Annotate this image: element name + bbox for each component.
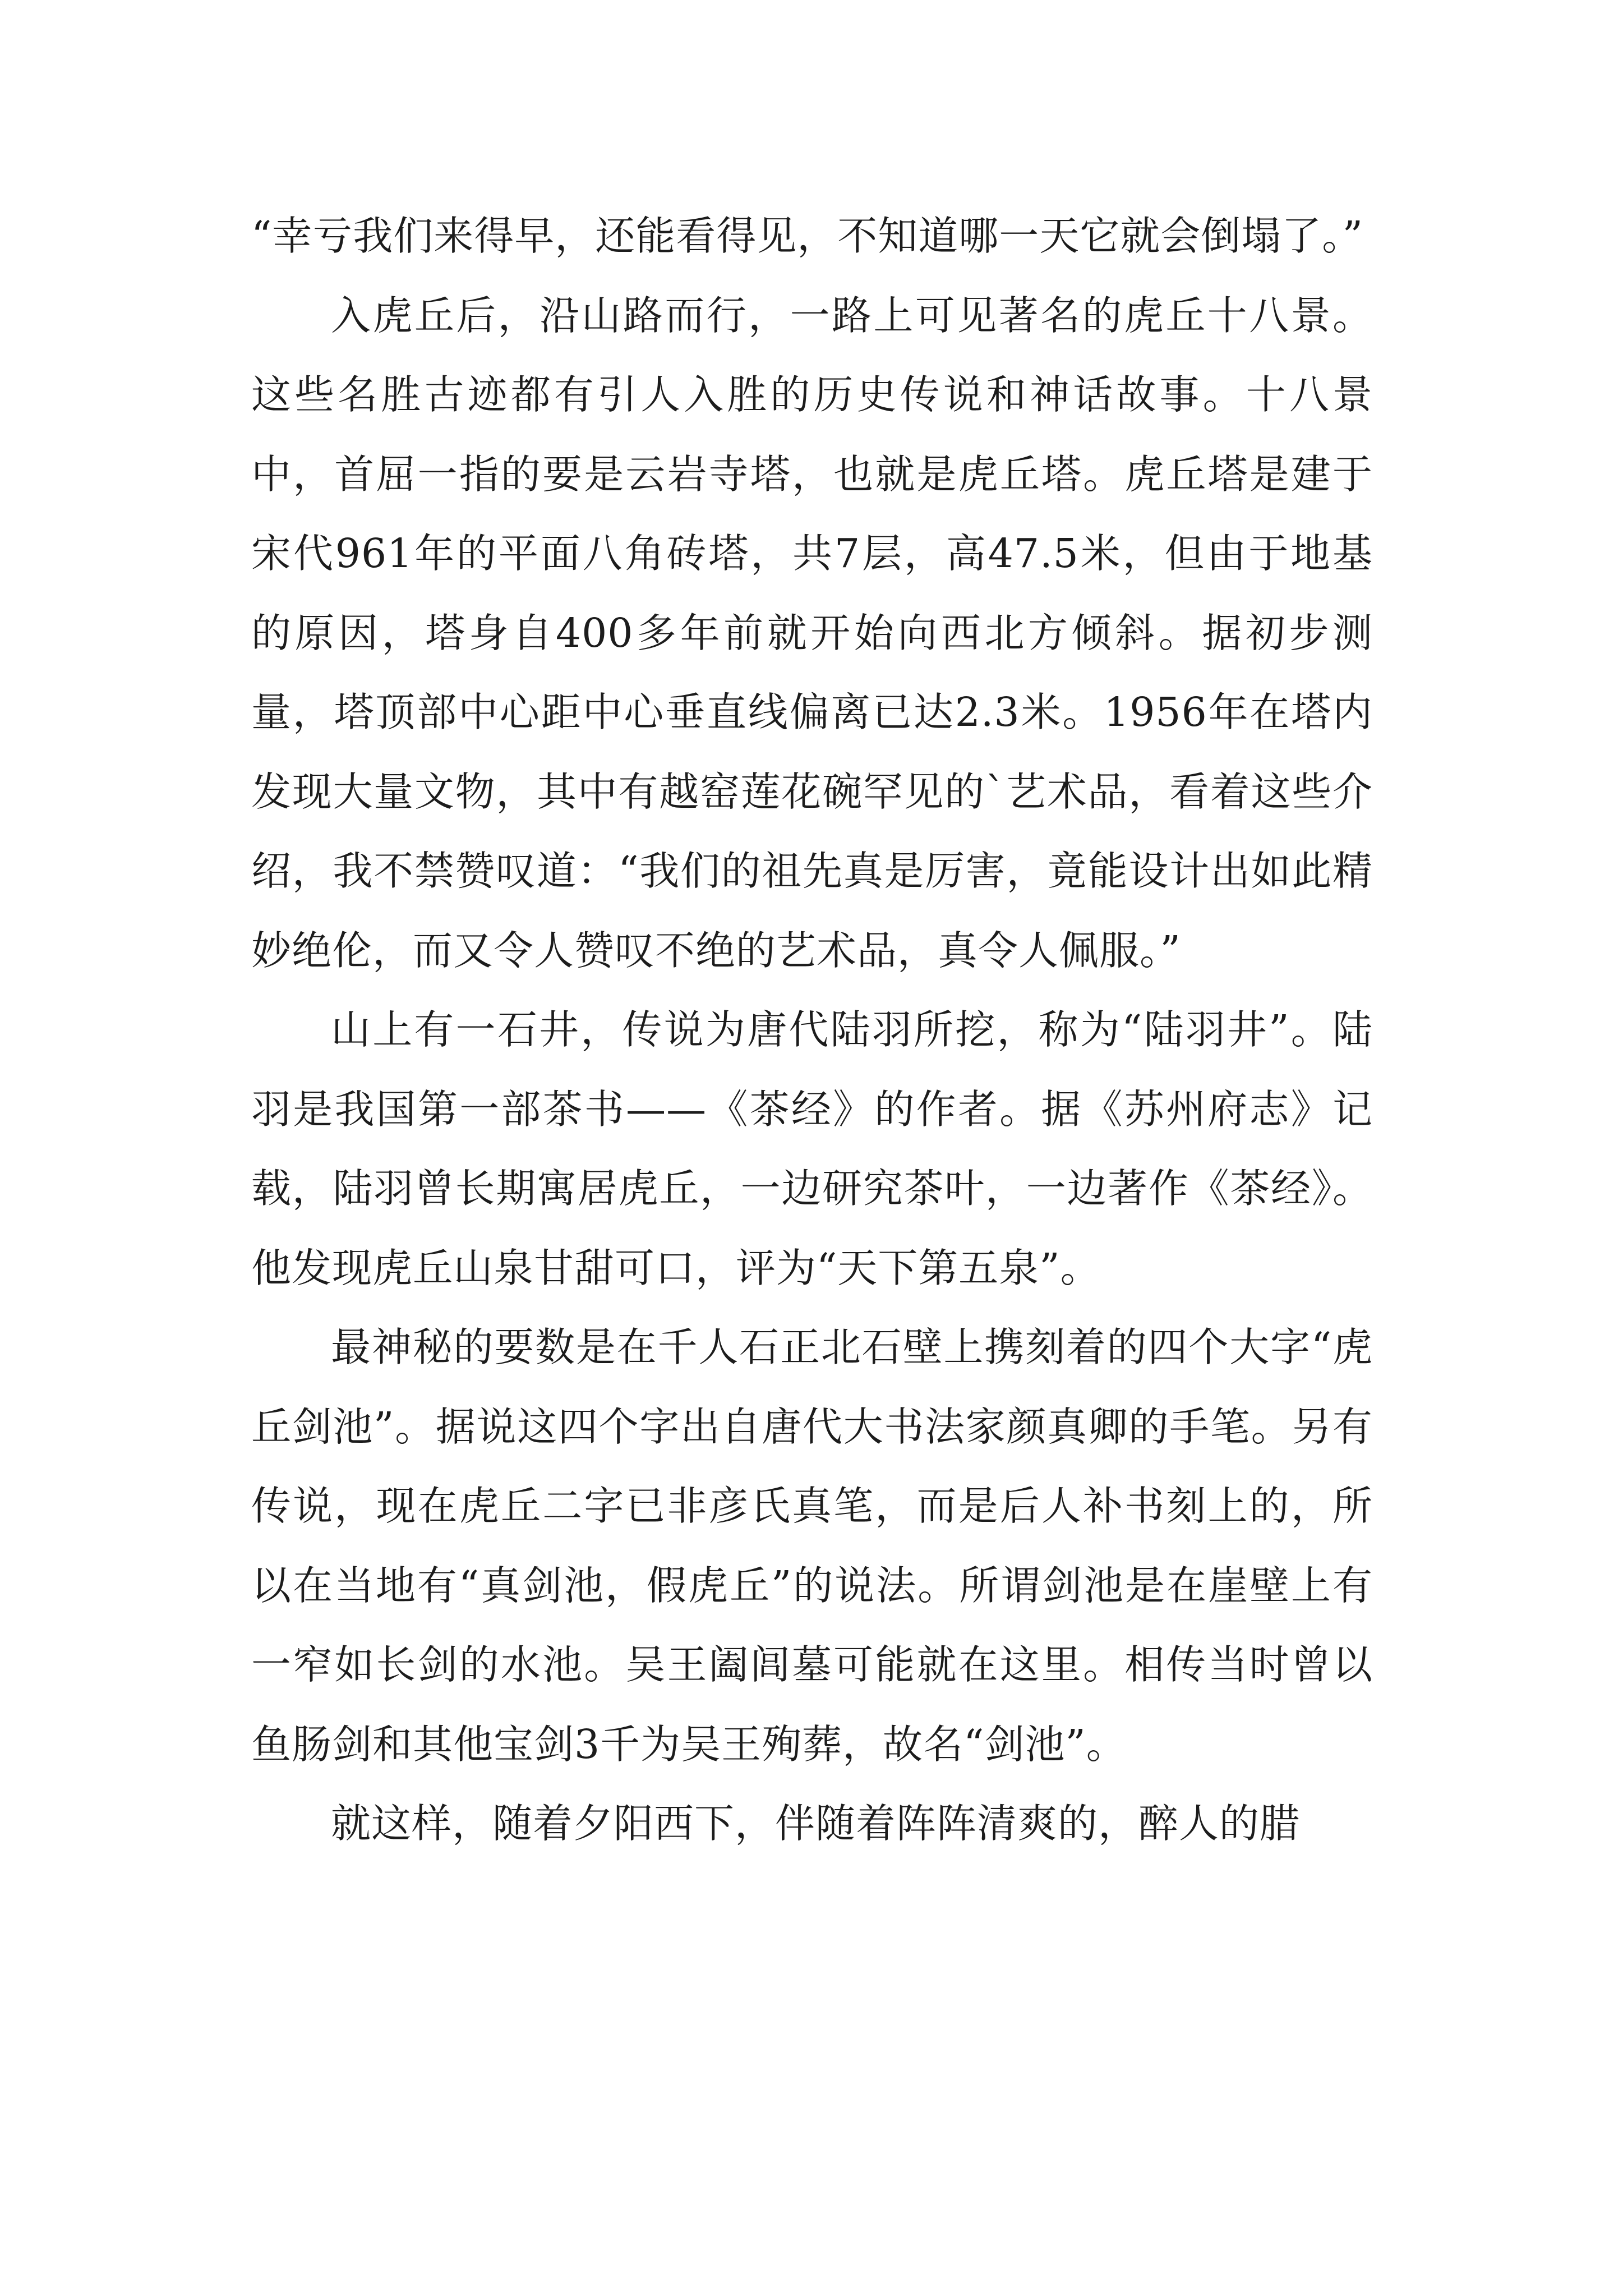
- paragraph-4: 最神秘的要数是在千人石正北石壁上携刻着的四个大字“虎丘剑池”。据说这四个字出自唐代大书法家颜真卿的手笔。另有传说，现在虎丘二字已非彦氏真笔，而是后人补书刻上的，所以在当地有“真剑池，假虎丘”的说法。所谓剑池是在崖壁上有一窄如长剑的水池。吴王阖闾墓可能就在这里。相传当时曾以鱼肠剑和其他宝剑3千为吴王殉葬，故名“剑池”。: [251, 1324, 1373, 1768]
- paragraph-3: 山上有一石井，传说为唐代陆羽所挖，称为“陆羽井”。陆羽是我国第一部茶书——《茶经》的作者。据《苏州府志》记载，陆羽曾长期寓居虎丘，一边研究茶叶，一边著作《茶经》。他发现虎丘山泉甘甜可口，评为“天下第五泉”。: [251, 1006, 1373, 1291]
- document-body: [251, 196, 1373, 1864]
- paragraph-2: 入虎丘后，沿山路而行，一路上可见著名的虎丘十八景。这些名胜古迹都有引人入胜的历史传说和神话故事。十八景中，首屈一指的要是云岩寺塔，也就是虎丘塔。虎丘塔是建于宋代961年的平面八角砖塔，共7层，高47.5米，但由于地基的原因，塔身自400多年前就开始向西北方倾斜。据初步测量，塔顶部中心距中心垂直线偏离已达2.3米。1956年在塔内发现大量文物，其中有越窑莲花碗罕见的`艺术品，看着这些介绍，我不禁赞叹道：“我们的祖先真是厉害，竟能设计出如此精妙绝伦，而又令人赞叹不绝的艺术品，真令人佩服。”: [251, 292, 1373, 974]
- paragraph-5: 就这样，随着夕阳西下，伴随着阵阵清爽的，醉人的腊: [331, 1800, 1301, 1847]
- paragraph-1: “幸亏我们来得早，还能看得见，不知道哪一天它就会倒塌了。”: [251, 213, 1364, 259]
